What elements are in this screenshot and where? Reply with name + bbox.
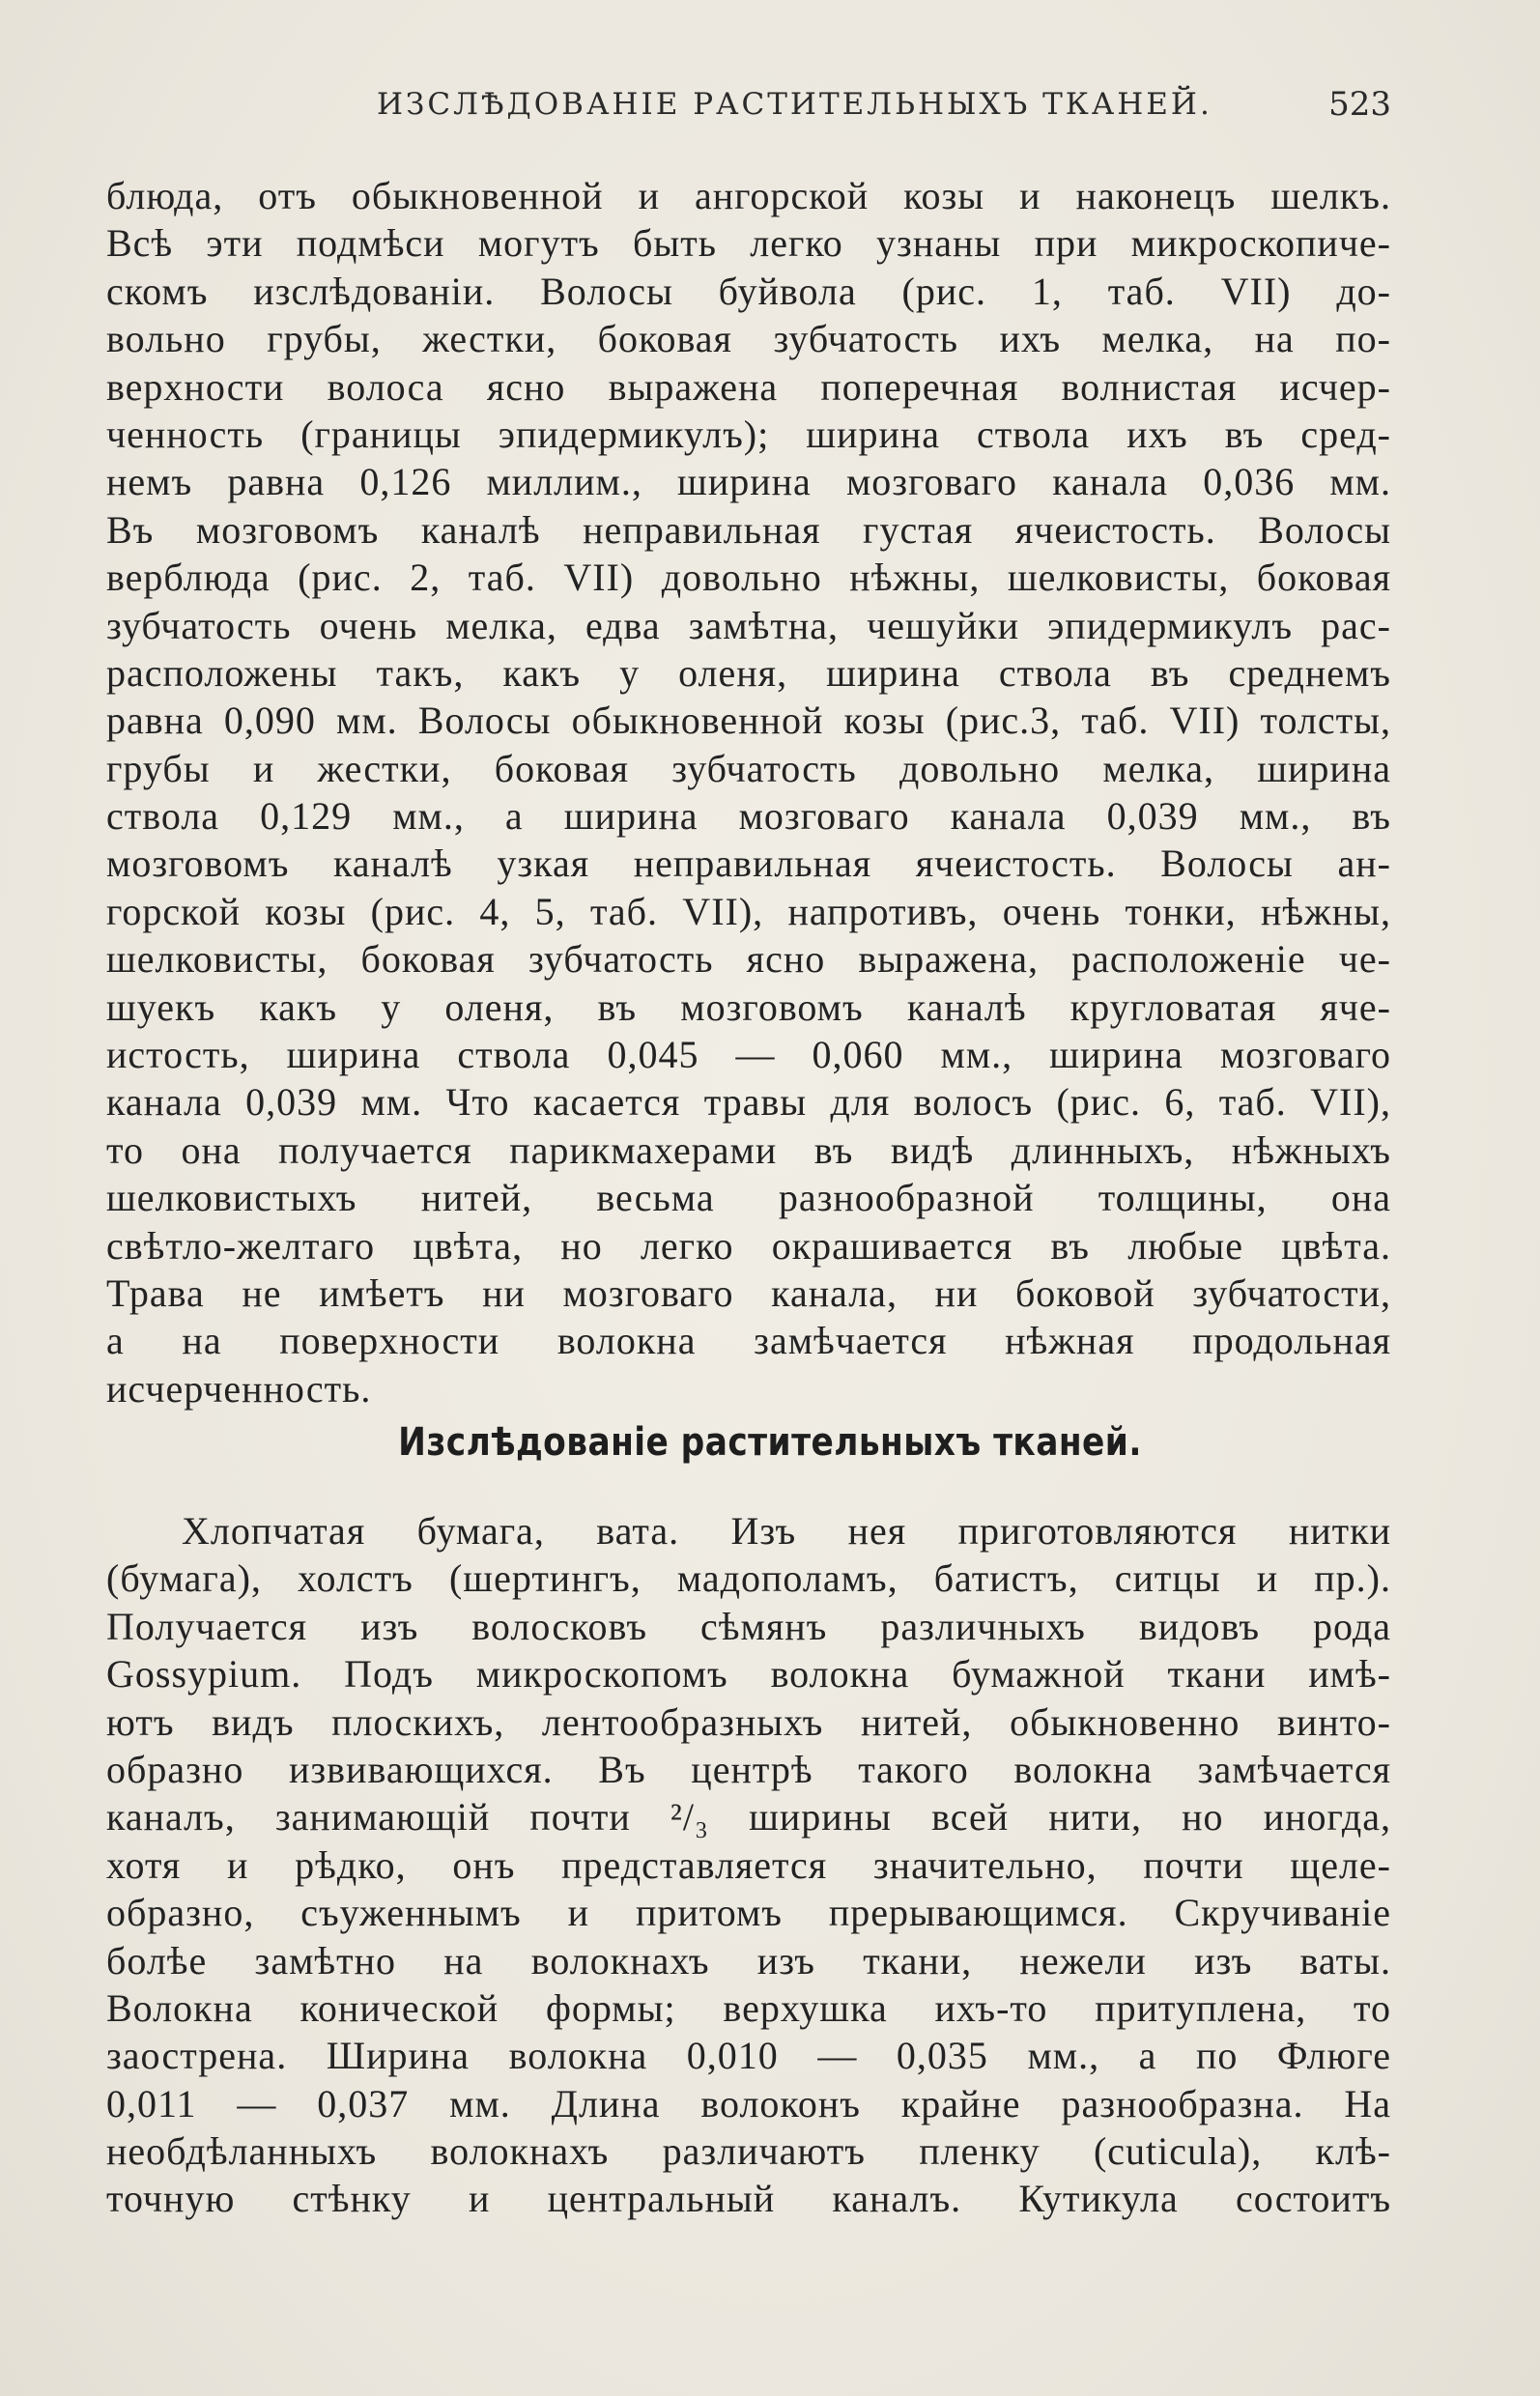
text-line: хотя и рѣдко, онъ представляется значительно, почти щеле- (106, 1842, 1391, 1887)
text-line: Волокна конической формы; верхушка ихъ-то притуплена, то (106, 1985, 1391, 2030)
text-line: Въ мозговомъ каналѣ неправильная густая ячеистость. Волосы (106, 507, 1391, 552)
text-line: мозговомъ каналѣ узкая неправильная ячеистость. Волосы ан- (106, 841, 1391, 886)
text-line: шелковисты, боковая зубчатость ясно выражена, расположеніе че- (106, 937, 1391, 982)
text-line: точную стѣнку и центральный каналъ. Кутикула состоитъ (106, 2177, 1391, 2221)
text-line: образно извивающихся. Въ центрѣ такого волокна замѣчается (106, 1747, 1391, 1791)
text-line: исчерченность. (106, 1366, 372, 1411)
text-line: (бумага), холстъ (шертингъ, мадополамъ, батистъ, ситцы и пр.). (106, 1556, 1391, 1601)
paragraph-animal-fibers (106, 172, 1391, 1412)
paragraph-cotton (106, 1507, 1391, 2223)
text-line: необдѣланныхъ волокнахъ различаютъ пленку (cuticula), клѣ- (106, 2129, 1391, 2174)
text-line: верхности волоса ясно выражена поперечная волнистая исчер- (106, 364, 1391, 409)
text-line: канала 0,039 мм. Что касается травы для волосъ (рис. 6, таб. VII), (106, 1080, 1391, 1125)
text-line: истость, ширина ствола 0,045 — 0,060 мм., ширина мозговаго (106, 1033, 1391, 1077)
text-line: скомъ изслѣдованіи. Волосы буйвола (рис. 1, таб. VII) до- (106, 269, 1391, 313)
text-line: шуекъ какъ у оленя, въ мозговомъ каналѣ кругловатая яче- (106, 984, 1391, 1029)
running-head (106, 87, 1391, 126)
text-line: ченность (границы эпидермикулъ); ширина ствола ихъ въ сред- (106, 412, 1391, 456)
text-line: шелковистыхъ нитей, весьма разнообразной толщины, она (106, 1176, 1391, 1220)
text-line: ствола 0,129 мм., а ширина мозговаго канала 0,039 мм., въ (106, 794, 1391, 839)
text-line: свѣтло-желтаго цвѣта, но легко окрашивается въ любые цвѣта. (106, 1223, 1391, 1268)
text-line: заострена. Ширина волокна 0,010 — 0,035 мм., а по Флюге (106, 2034, 1391, 2078)
text-line: расположены такъ, какъ у оленя, ширина ствола въ среднемъ (106, 650, 1391, 695)
text-line: Трава не имѣетъ ни мозговаго канала, ни боковой зубчатости, (106, 1270, 1391, 1315)
text-line: горской козы (рис. 4, 5, таб. VII), напротивъ, очень тонки, нѣжны, (106, 889, 1391, 933)
text-line: блюда, отъ обыкновенной и ангорской козы и наконецъ шелкъ. (106, 174, 1391, 217)
text-line: образно, съуженнымъ и притомъ прерывающимся. Скручиваніе (106, 1891, 1391, 1935)
text-line: болѣе замѣтно на волокнахъ изъ ткани, нежели изъ ваты. (106, 1938, 1391, 1982)
text-line: Получается изъ волосковъ сѣмянъ различныхъ видовъ рода (106, 1604, 1391, 1648)
text-line: то она получается парикмахерами въ видѣ длинныхъ, нѣжныхъ (106, 1127, 1391, 1172)
text-line: грубы и жестки, боковая зубчатость довольно мелка, ширина (106, 746, 1391, 790)
text-line: верблюда (рис. 2, таб. VII) довольно нѣжны, шелковисты, боковая (106, 556, 1391, 600)
text-line: каналъ, занимающій почти ²/₃ ширины всей нити, но иногда, (106, 1795, 1391, 1840)
text-line: немъ равна 0,126 миллим., ширина мозговаго канала 0,036 мм. (106, 460, 1391, 504)
page-number: 523 (1328, 85, 1391, 124)
text-line: равна 0,090 мм. Волосы обыкновенной козы (рис.3, таб. VII) толсты, (106, 699, 1391, 743)
text-line: Хлопчатая бумага, вата. Изъ нея приготовляются нитки (182, 1509, 1391, 1553)
running-title: ИЗСЛѢДОВАНІЕ РАСТИТЕЛЬНЫХЪ ТКАНЕЙ. (377, 87, 1212, 122)
text-line: 0,011 — 0,037 мм. Длина волоконъ крайне разнообразна. На (106, 2081, 1391, 2125)
text-line: ютъ видъ плоскихъ, лентообразныхъ нитей, обыкновенно винто- (106, 1699, 1391, 1744)
text-line: Gossypium. Подъ микроскопомъ волокна бумажной ткани имѣ- (106, 1652, 1391, 1697)
text-line: зубчатость очень мелка, едва замѣтна, чешуйки эпидермикулъ рас- (106, 603, 1391, 647)
text-line: вольно грубы, жестки, боковая зубчатость ихъ мелка, на по- (106, 317, 1391, 361)
text-line: а на поверхности волокна замѣчается нѣжная продольная (106, 1319, 1391, 1363)
text-line: Всѣ эти подмѣси могутъ быть легко узнаны при микроскопиче- (106, 221, 1391, 266)
section-heading: Изслѣдованіе растительныхъ тканей. (398, 1420, 1142, 1465)
